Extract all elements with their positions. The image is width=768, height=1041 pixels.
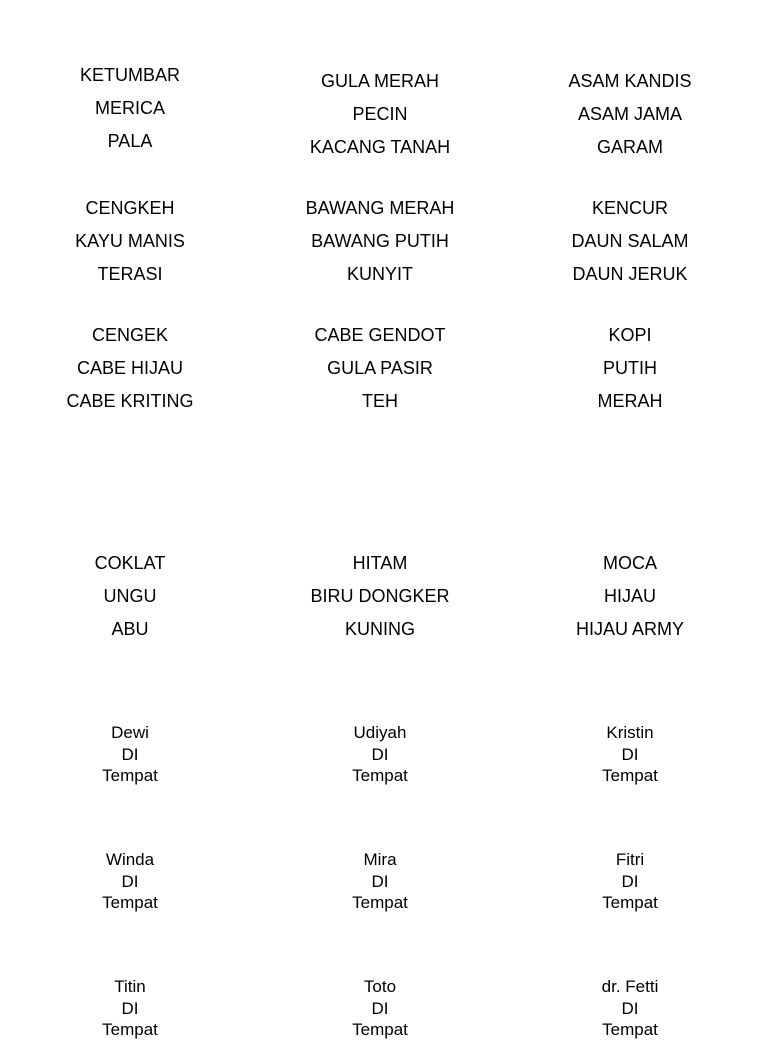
label-line: MOCA bbox=[603, 553, 657, 573]
label-line: ABU bbox=[111, 619, 149, 639]
spice-label-r2-c1 bbox=[5, 192, 255, 291]
label-line: KETUMBAR bbox=[79, 65, 180, 85]
label-line: DAUN JERUK bbox=[572, 264, 688, 284]
color-label-c2 bbox=[255, 547, 505, 646]
recipient-name: Titin bbox=[114, 977, 146, 996]
label-line: BIRU DONGKER bbox=[310, 586, 450, 606]
spice-label-r2-c2 bbox=[255, 192, 505, 291]
label-line: COKLAT bbox=[94, 553, 166, 573]
label-line: KAYU MANIS bbox=[75, 231, 185, 251]
recipient-di: DI bbox=[121, 998, 139, 1018]
address-label-r2-c3 bbox=[505, 849, 755, 914]
label-line: BAWANG MERAH bbox=[305, 198, 455, 218]
spice-label-r3-c3 bbox=[505, 319, 755, 418]
label-line: CENGKEH bbox=[85, 198, 175, 218]
recipient-place: Tempat bbox=[602, 893, 658, 912]
recipient-name: Fitri bbox=[615, 850, 645, 869]
address-label-r2-c1 bbox=[5, 849, 255, 914]
spice-label-r3-c2 bbox=[255, 319, 505, 418]
label-line: HITAM bbox=[352, 553, 408, 573]
address-label-r1-c1 bbox=[5, 722, 255, 787]
label-line: PECIN bbox=[352, 104, 408, 124]
label-line: GULA MERAH bbox=[320, 71, 440, 91]
recipient-place: Tempat bbox=[352, 893, 408, 912]
recipient-name: Udiyah bbox=[353, 723, 407, 742]
label-line: GULA PASIR bbox=[327, 358, 433, 378]
label-line: PALA bbox=[107, 131, 153, 151]
label-line: HIJAU ARMY bbox=[575, 619, 685, 639]
label-line: DAUN SALAM bbox=[571, 231, 689, 251]
label-line: HIJAU bbox=[603, 586, 656, 606]
recipient-place: Tempat bbox=[602, 766, 658, 785]
address-label-r1-c2 bbox=[255, 722, 505, 787]
label-line: KUNING bbox=[344, 619, 415, 639]
color-label-c1 bbox=[5, 547, 255, 646]
recipient-place: Tempat bbox=[102, 1020, 158, 1039]
recipient-name: dr. Fetti bbox=[601, 977, 659, 996]
recipient-name: Winda bbox=[105, 850, 155, 869]
label-line: CABE GENDOT bbox=[314, 325, 446, 345]
recipient-place: Tempat bbox=[352, 1020, 408, 1039]
label-line: TEH bbox=[362, 391, 398, 411]
recipient-di: DI bbox=[371, 998, 389, 1018]
spice-label-r1-c1 bbox=[5, 59, 255, 158]
recipient-di: DI bbox=[371, 744, 389, 764]
color-label-c3 bbox=[505, 547, 755, 646]
label-line: ASAM KANDIS bbox=[568, 71, 692, 91]
label-line: CENGEK bbox=[91, 325, 169, 345]
label-line: CABE HIJAU bbox=[76, 358, 184, 378]
spice-label-r3-c1 bbox=[5, 319, 255, 418]
label-line: PUTIH bbox=[603, 358, 657, 378]
label-line: MERAH bbox=[597, 391, 663, 411]
address-label-r2-c2 bbox=[255, 849, 505, 914]
address-label-r3-c1 bbox=[5, 976, 255, 1041]
label-line: KOPI bbox=[608, 325, 652, 345]
recipient-name: Toto bbox=[363, 977, 397, 996]
spice-label-r1-c2 bbox=[255, 65, 505, 164]
recipient-di: DI bbox=[371, 871, 389, 891]
label-line: KUNYIT bbox=[346, 264, 413, 284]
recipient-di: DI bbox=[121, 744, 139, 764]
address-label-r3-c2 bbox=[255, 976, 505, 1041]
recipient-name: Kristin bbox=[606, 723, 654, 742]
recipient-place: Tempat bbox=[102, 893, 158, 912]
label-line: CABE KRITING bbox=[66, 391, 194, 411]
label-line: UNGU bbox=[103, 586, 157, 606]
label-line: ASAM JAMA bbox=[577, 104, 683, 124]
spice-label-r1-c3 bbox=[505, 65, 755, 164]
label-line: TERASI bbox=[97, 264, 163, 284]
recipient-di: DI bbox=[621, 998, 639, 1018]
recipient-place: Tempat bbox=[602, 1020, 658, 1039]
spice-label-r2-c3 bbox=[505, 192, 755, 291]
label-line: MERICA bbox=[94, 98, 165, 118]
recipient-name: Mira bbox=[363, 850, 397, 869]
recipient-di: DI bbox=[121, 871, 139, 891]
label-line: GARAM bbox=[596, 137, 663, 157]
recipient-di: DI bbox=[621, 871, 639, 891]
label-line: KENCUR bbox=[591, 198, 668, 218]
recipient-di: DI bbox=[621, 744, 639, 764]
label-line: KACANG TANAH bbox=[309, 137, 451, 157]
recipient-place: Tempat bbox=[102, 766, 158, 785]
recipient-name: Dewi bbox=[111, 723, 149, 742]
address-label-r1-c3 bbox=[505, 722, 755, 787]
label-line: BAWANG PUTIH bbox=[311, 231, 449, 251]
address-label-r3-c3 bbox=[505, 976, 755, 1041]
recipient-place: Tempat bbox=[352, 766, 408, 785]
